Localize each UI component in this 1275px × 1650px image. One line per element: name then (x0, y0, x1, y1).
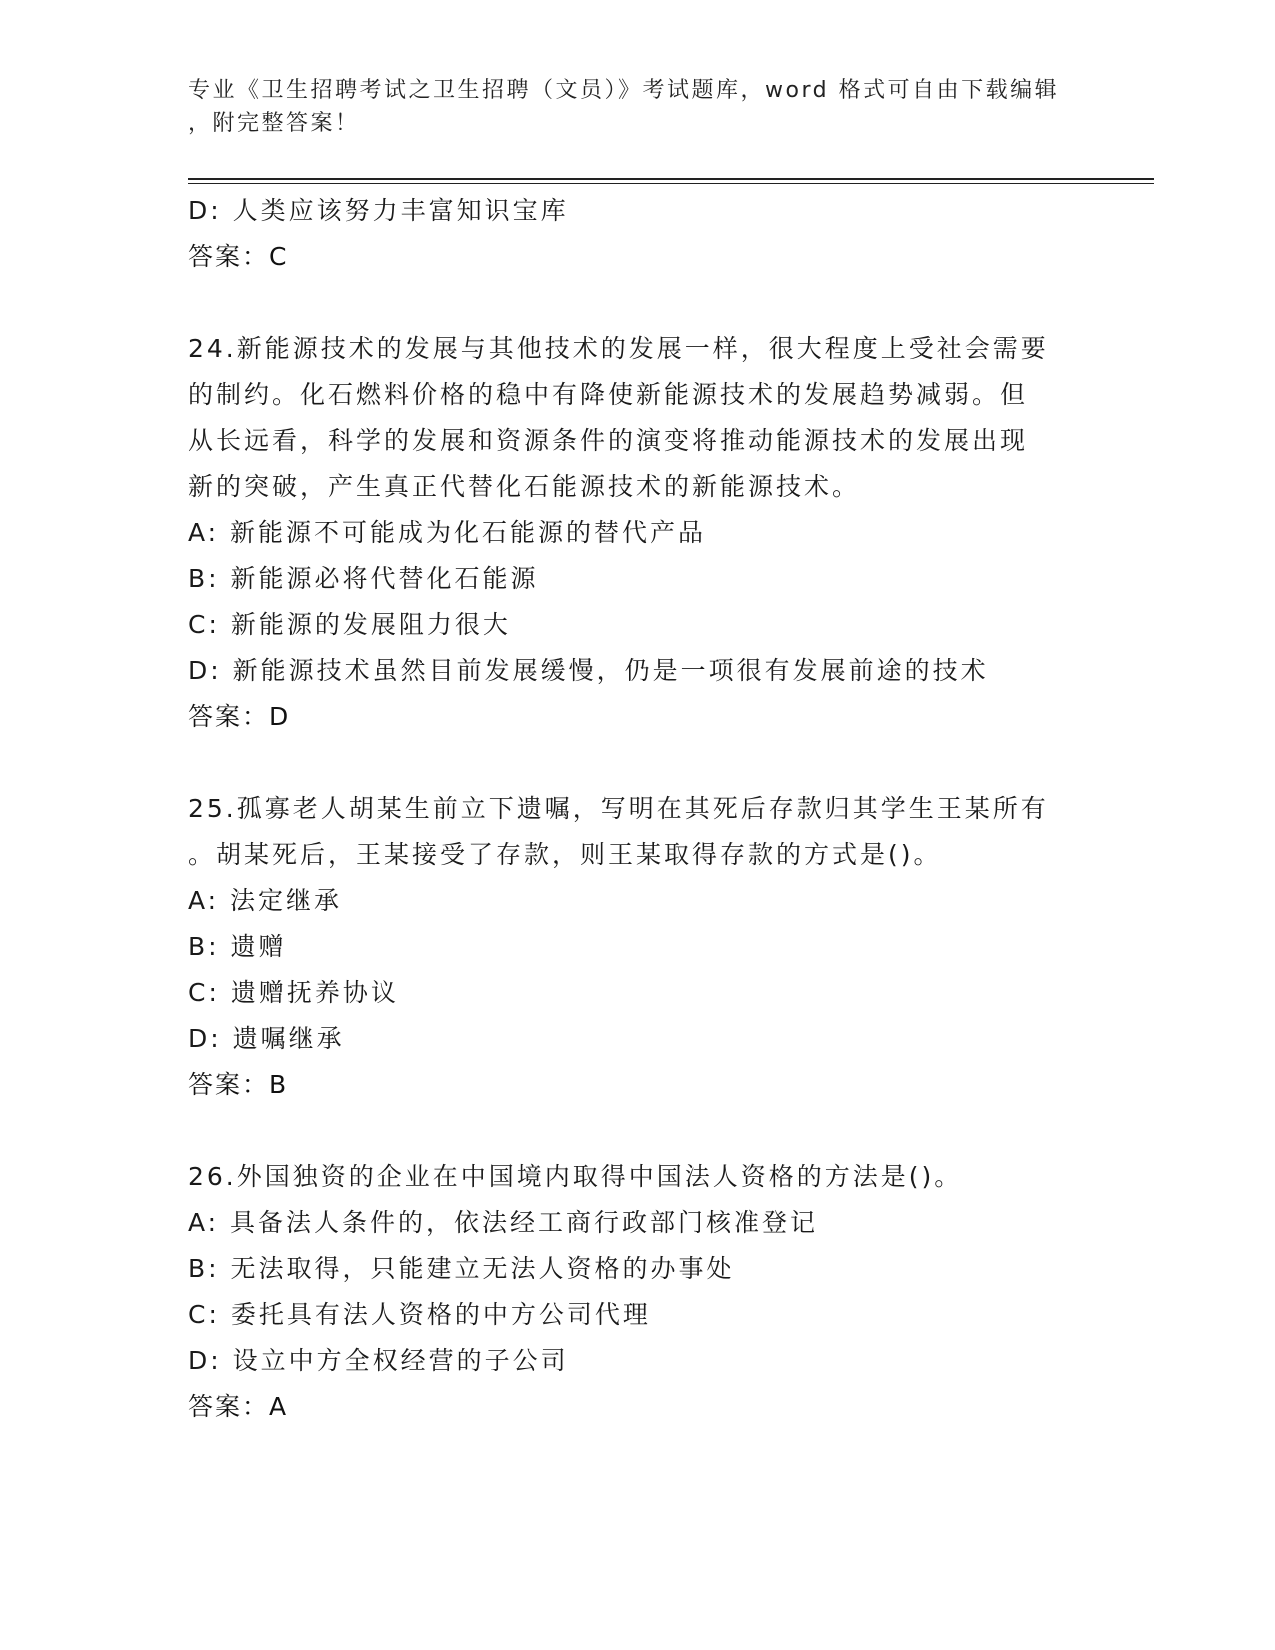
option-a: A: 法定继承 (188, 886, 343, 915)
option-d: D: 人类应该努力丰富知识宝库 (188, 196, 569, 225)
option-d: D: 设立中方全权经营的子公司 (188, 1346, 569, 1375)
header-line-2: ，附完整答案！ (188, 111, 360, 136)
option-a: A: 新能源不可能成为化石能源的替代产品 (188, 518, 707, 547)
question-stem-line: 25.孤寡老人胡某生前立下遗嘱，写明在其死后存款归其学生王某所有 (188, 794, 1049, 823)
question-stem-line: 新的突破，产生真正代替化石能源技术的新能源技术。 (188, 472, 861, 501)
option-d: D: 新能源技术虽然目前发展缓慢，仍是一项很有发展前途的技术 (188, 656, 989, 685)
option-b: B: 遗赠 (188, 932, 287, 961)
question-list (188, 188, 1088, 1430)
answer-line: 答案：C (188, 242, 289, 271)
previous-question-tail (188, 188, 1088, 280)
option-c: C: 委托具有法人资格的中方公司代理 (188, 1300, 651, 1329)
question-stem-line: 。胡某死后，王某接受了存款，则王某取得存款的方式是()。 (188, 840, 942, 869)
answer-line: 答案：D (188, 702, 291, 731)
document-header (188, 74, 1078, 140)
answer-line: 答案：B (188, 1070, 289, 1099)
question-stem-line: 24.新能源技术的发展与其他技术的发展一样，很大程度上受社会需要 (188, 334, 1049, 363)
header-line-1: 专业《卫生招聘考试之卫生招聘（文员）》考试题库，word 格式可自由下载编辑 (188, 78, 1060, 103)
question-25 (188, 786, 1088, 1108)
option-d: D: 遗嘱继承 (188, 1024, 345, 1053)
question-24 (188, 326, 1088, 740)
question-stem-line: 的制约。化石燃料价格的稳中有降使新能源技术的发展趋势减弱。但 (188, 380, 1029, 409)
question-stem-line: 从长远看，科学的发展和资源条件的演变将推动能源技术的发展出现 (188, 426, 1029, 455)
option-c: C: 新能源的发展阻力很大 (188, 610, 511, 639)
question-26 (188, 1154, 1088, 1430)
question-stem-line: 26.外国独资的企业在中国境内取得中国法人资格的方法是()。 (188, 1162, 963, 1191)
option-b: B: 无法取得，只能建立无法人资格的办事处 (188, 1254, 735, 1283)
answer-line: 答案：A (188, 1392, 289, 1421)
header-divider-thick (188, 178, 1154, 180)
option-b: B: 新能源必将代替化石能源 (188, 564, 539, 593)
header-divider-thin (188, 183, 1154, 184)
option-c: C: 遗赠抚养协议 (188, 978, 399, 1007)
option-a: A: 具备法人条件的，依法经工商行政部门核准登记 (188, 1208, 819, 1237)
